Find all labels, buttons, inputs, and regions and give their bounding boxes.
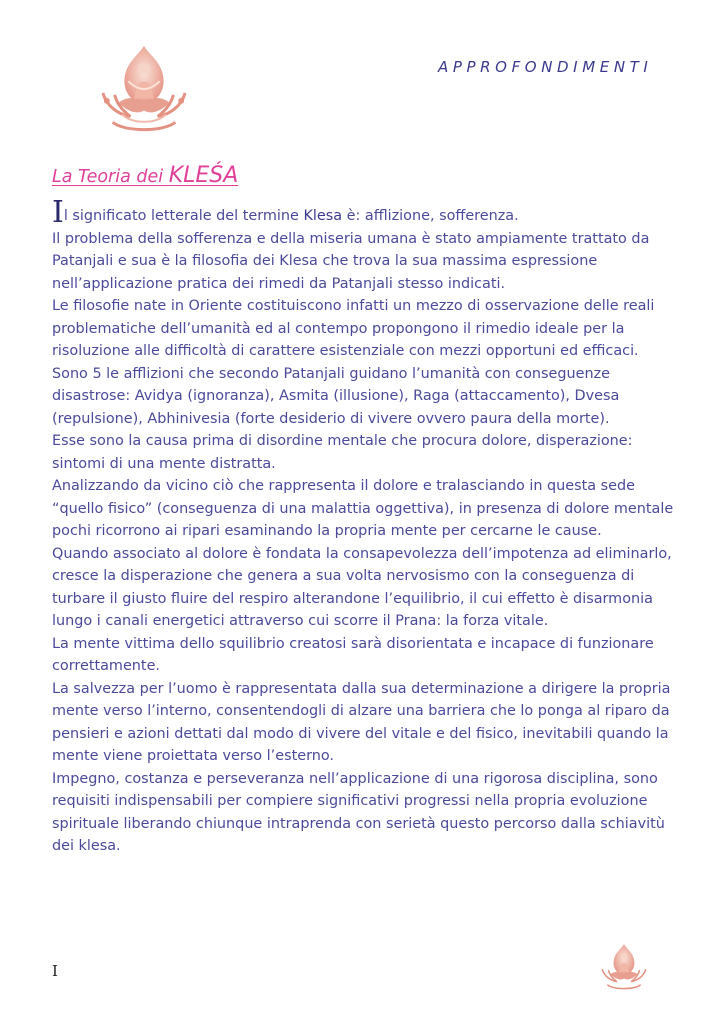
paragraph: Esse sono la causa prima di disordine mentale che procura dolore, disperazione: sintomi di una mente distratta. [52, 433, 633, 472]
intro-paragraph [52, 195, 677, 230]
paragraph: Analizzando da vicino ciò che rappresenta il dolore e tralasciando in questa sede “quello fisico” (conseguenza di una malattia oggettiva), in presenza di dolore mentale pochi ricorrono ai ripari esaminando la propria mente per cercarne le cause. [52, 478, 674, 539]
paragraph: Sono 5 le afflizioni che secondo Patanjali guidano l’umanità con conseguenze disastrose: Avidya (ignoranza), Asmita (illusione), Raga (attaccamento), Dvesa (repulsione), Abhinivesia (forte desiderio di vivere ovvero paura della morte). [52, 365, 620, 427]
lotus-meditation-icon [95, 42, 193, 136]
title-emphasis: KLEŚA [168, 163, 239, 188]
intro-text-before: l significato letterale del termine [63, 208, 304, 224]
paragraph: Le filosofie nate in Oriente costituiscono infatti un mezzo di osservazione delle reali problematiche dell’umanità ed al contempo propongono il rimedio ideale per la risoluzione alle difficoltà di carattere esistenziale con mezzi opportuni ed efficaci. [52, 298, 655, 359]
section-label: APPROFONDIMENTI [438, 58, 653, 76]
page-title [52, 163, 238, 188]
page-number: I [52, 962, 58, 980]
paragraph: La salvezza per l’uomo è rappresentata dalla sua determinazione a dirigere la propria mente verso l’interno, consentendogli di alzare una barriera che lo ponga al riparo da pensieri e azioni dettati dal modo di vivere del vitale e del fisico, inevitabili quando la mente viene proiettata verso l’esterno. [52, 680, 671, 764]
article-body [52, 195, 677, 858]
paragraph: Impegno, costanza e perseveranza nell’applicazione di una rigorosa disciplina, sono requisiti indispensabili per compiere significativi progressi nella propria evoluzione spirituale liberando chiunque intraprenda con serietà questo percorso dalla schiavitù dei klesa. [52, 770, 665, 854]
intro-text-after: è: afflizione, sofferenza. [342, 208, 519, 224]
paragraph: Quando associato al dolore è fondata la consapevolezza dell’impotenza ad eliminarlo, cresce la disperazione che genera a sua volta nervosismo con la conseguenza di turbare il giusto fluire del respiro alterandone l’equilibrio, il cui effetto è disarmonia lungo i canali energetici attraverso cui scorre il Prana: la forza vitale. [52, 545, 672, 629]
drop-cap: I [52, 195, 64, 230]
paragraph: Il problema della sofferenza e della miseria umana è stato ampiamente trattato da Patanjali e sua è la filosofia dei Klesa che trova la sua massima espressione nell’applicazione pratica dei rimedi da Patanjali stesso indicati. [52, 230, 650, 292]
term-klesa: Klesa [303, 208, 343, 224]
title-prefix: La Teoria dei [52, 167, 169, 187]
lotus-meditation-icon [598, 938, 650, 996]
paragraph: La mente vittima dello squilibrio creatosi sarà disorientata e incapace di funzionare correttamente. [52, 635, 654, 674]
